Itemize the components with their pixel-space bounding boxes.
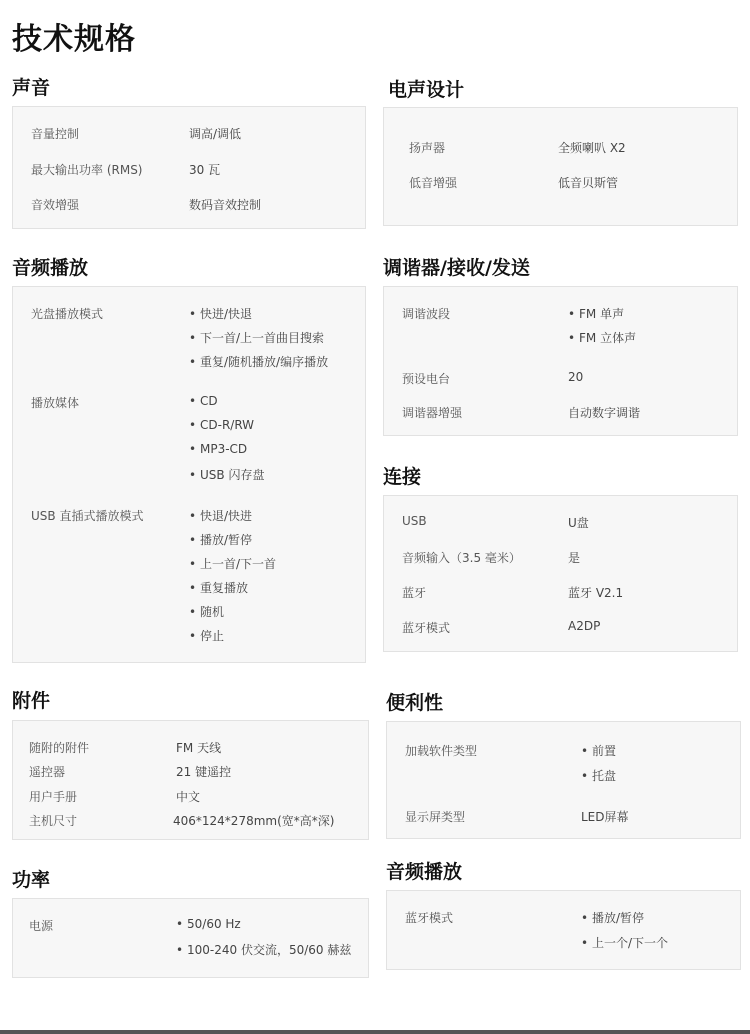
spec-label: 电源	[29, 919, 54, 933]
bullet-glyph: •	[189, 557, 197, 571]
spec-card-sound	[12, 106, 366, 229]
bullet-text: CD-R/RW	[200, 418, 255, 432]
spec-label: 加载软件类型	[405, 744, 478, 758]
bullet-text: 随机	[200, 605, 225, 619]
page-title: 技术规格	[12, 22, 136, 57]
bullet-glyph: •	[581, 911, 589, 925]
spec-value: 调高/调低	[189, 127, 242, 141]
bullet-glyph: •	[189, 605, 197, 619]
bullet-glyph: •	[189, 581, 197, 595]
spec-label: 调谐波段	[402, 307, 451, 321]
spec-label: 蓝牙	[402, 586, 427, 600]
spec-card-playback	[12, 286, 366, 663]
bullet-text: 上一首/下一首	[200, 557, 277, 571]
spec-value: 中文	[176, 790, 201, 804]
bullet-text: 下一首/上一首曲目搜索	[200, 331, 325, 345]
spec-card-power	[12, 898, 369, 978]
spec-value: 全频喇叭 X2	[558, 141, 626, 155]
spec-label: 遥控器	[29, 765, 66, 779]
bullet-text: 50/60 Hz	[187, 917, 241, 931]
bullet-glyph: •	[189, 307, 197, 321]
bullet-glyph: •	[581, 936, 589, 950]
spec-label: 蓝牙模式	[402, 621, 451, 635]
spec-label: 低音增强	[409, 176, 458, 190]
spec-value: 20	[568, 370, 584, 384]
section-title-accessories: 附件	[12, 690, 51, 712]
spec-value: LED屏幕	[581, 810, 629, 824]
spec-value: 406*124*278mm(宽*高*深)	[173, 814, 335, 828]
bullet-text: 播放/暂停	[592, 911, 645, 925]
section-title-connect: 连接	[383, 466, 422, 488]
bullet-glyph: •	[189, 509, 197, 523]
bullet-text: 重复/随机播放/编序播放	[200, 355, 329, 369]
spec-label: 音频输入（3.5 毫米）	[402, 551, 521, 565]
bullet-glyph: •	[189, 468, 197, 482]
spec-value: 21 键遥控	[176, 765, 232, 779]
spec-label: 用户手册	[29, 790, 78, 804]
section-title-sound: 声音	[12, 77, 51, 99]
bullet-glyph: •	[176, 917, 184, 931]
bullet-glyph: •	[189, 442, 197, 456]
spec-label: 音量控制	[31, 127, 80, 141]
bullet-text: 前置	[592, 744, 617, 758]
spec-label: 调谐器增强	[402, 406, 463, 420]
bullet-glyph: •	[189, 533, 197, 547]
bullet-text: MP3-CD	[200, 442, 248, 456]
spec-label: 光盘播放模式	[31, 307, 104, 321]
spec-value: 自动数字调谐	[568, 406, 641, 420]
bullet-text: FM 立体声	[579, 331, 637, 345]
bullet-text: CD	[200, 394, 218, 408]
section-title-bt-playback: 音频播放	[386, 861, 463, 883]
bottom-divider	[0, 1030, 750, 1034]
spec-label: USB 直插式播放模式	[31, 509, 144, 523]
section-title-power: 功率	[12, 869, 51, 891]
spec-card-bt-playback	[386, 890, 741, 970]
bullet-text: 重复播放	[200, 581, 249, 595]
spec-card-connect	[383, 495, 738, 652]
bullet-text: 快进/快退	[200, 307, 253, 321]
bullet-glyph: •	[581, 744, 589, 758]
bullet-text: 快退/快进	[200, 509, 253, 523]
bullet-glyph: •	[189, 331, 197, 345]
spec-label: 预设电台	[402, 372, 451, 386]
spec-card-acoustic	[383, 107, 738, 226]
spec-value: 是	[568, 551, 581, 565]
bullet-text: 播放/暂停	[200, 533, 253, 547]
bullet-text: 停止	[200, 629, 225, 643]
section-title-playback: 音频播放	[12, 257, 89, 279]
bullet-glyph: •	[568, 307, 576, 321]
spec-label: USB	[402, 514, 427, 528]
spec-label: 最大输出功率 (RMS)	[31, 163, 143, 177]
spec-label: 显示屏类型	[405, 810, 466, 824]
spec-value: FM 天线	[176, 741, 222, 755]
spec-value: 30 瓦	[189, 163, 221, 177]
bullet-glyph: •	[568, 331, 576, 345]
bullet-text: 100-240 伏交流，50/60 赫兹	[187, 943, 352, 957]
spec-value: 低音贝斯管	[558, 176, 619, 190]
spec-label: 蓝牙模式	[405, 911, 454, 925]
spec-value: U盘	[568, 516, 589, 530]
spec-label: 音效增强	[31, 198, 80, 212]
bullet-text: 托盘	[592, 769, 617, 783]
spec-label: 主机尺寸	[29, 814, 78, 828]
bullet-text: FM 单声	[579, 307, 625, 321]
bullet-text: 上一个/下一个	[592, 936, 669, 950]
spec-card-accessories	[12, 720, 369, 840]
bullet-glyph: •	[189, 629, 197, 643]
spec-value: 数码音效控制	[189, 198, 262, 212]
spec-value: A2DP	[568, 619, 601, 633]
bullet-glyph: •	[189, 418, 197, 432]
bullet-glyph: •	[189, 355, 197, 369]
spec-card-convenience	[386, 721, 741, 839]
bullet-text: USB 闪存盘	[200, 468, 265, 482]
bullet-glyph: •	[176, 943, 184, 957]
section-title-acoustic: 电声设计	[388, 79, 465, 101]
bullet-glyph: •	[581, 769, 589, 783]
section-title-tuner: 调谐器/接收/发送	[383, 257, 530, 279]
spec-label: 播放媒体	[31, 396, 80, 410]
spec-label: 扬声器	[409, 141, 446, 155]
section-title-convenience: 便利性	[386, 692, 444, 714]
spec-card-tuner	[383, 286, 738, 436]
bullet-glyph: •	[189, 394, 197, 408]
spec-label: 随附的附件	[29, 741, 90, 755]
spec-value: 蓝牙 V2.1	[568, 586, 624, 600]
